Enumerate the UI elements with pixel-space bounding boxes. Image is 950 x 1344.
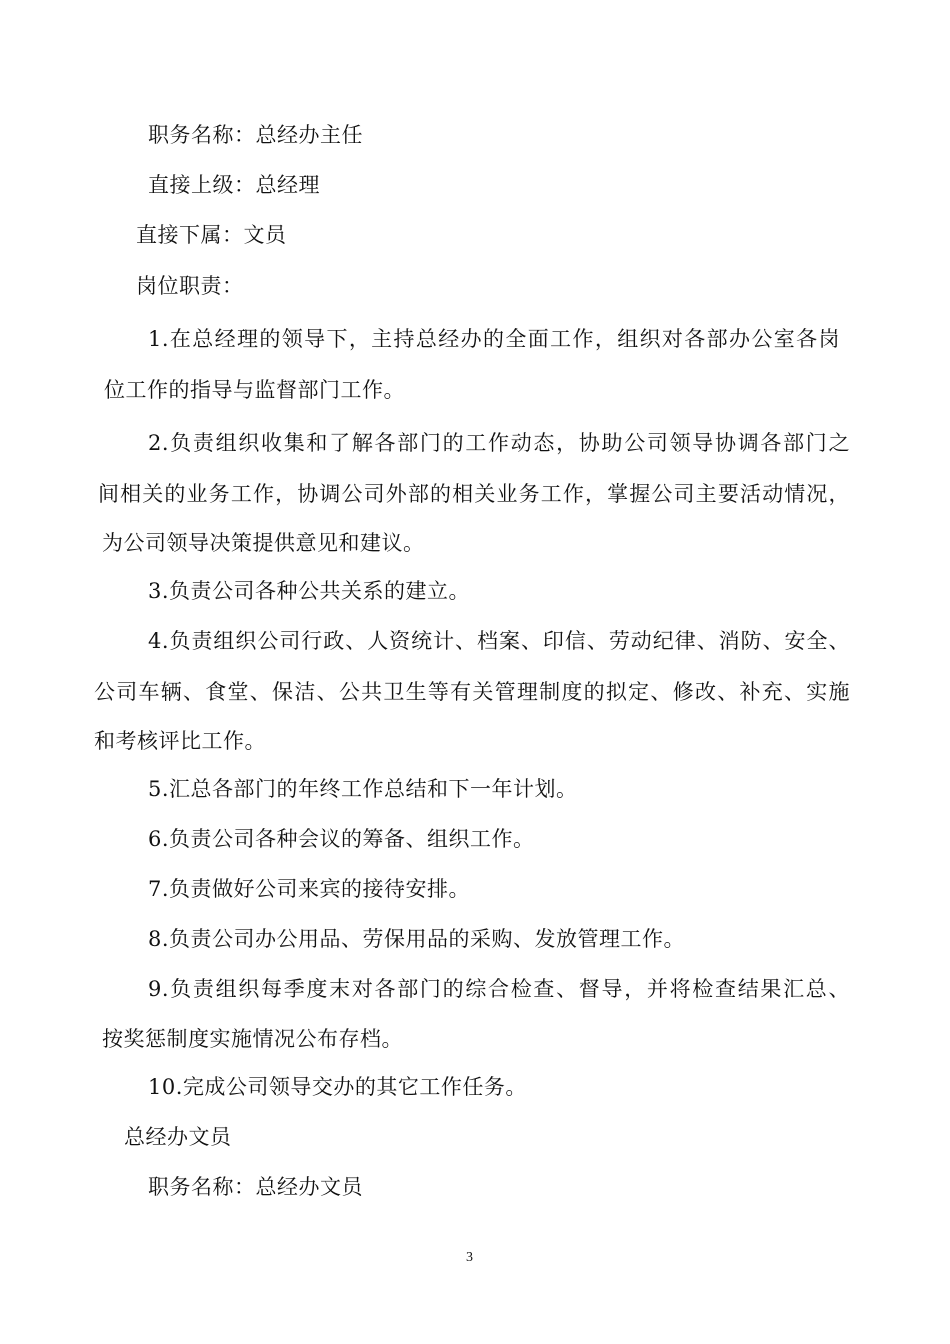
direct-subordinate-line: 直接下属：文员 [136,223,287,247]
duty-8-line-1: 8.负责公司办公用品、劳保用品的采购、发放管理工作。 [148,927,686,951]
duty-7-line-1: 7.负责做好公司来宾的接待安排。 [148,877,471,901]
duty-1-line-1: 1.在总经理的领导下，主持总经办的全面工作，组织对各部办公室各岗 [148,327,840,351]
duty-2-line-2: 间相关的业务工作，协调公司外部的相关业务工作，掌握公司主要活动情况， [98,482,850,506]
direct-superior-line: 直接上级：总经理 [148,173,320,197]
duty-5-line-1: 5.汇总各部门的年终工作总结和下一年计划。 [148,777,578,801]
duty-4-line-2: 公司车辆、食堂、保洁、公共卫生等有关管理制度的拟定、修改、补充、实施 [94,680,850,704]
duties-heading: 岗位职责： [136,274,244,298]
duty-6-line-1: 6.负责公司各种会议的筹备、组织工作。 [148,827,535,851]
duty-2-line-3: 为公司领导决策提供意见和建议。 [102,531,425,555]
duty-2-line-1: 2.负责组织收集和了解各部门的工作动态，协助公司领导协调各部门之 [148,431,850,455]
duty-9-line-1: 9.负责组织每季度末对各部门的综合检查、督导，并将检查结果汇总、 [148,977,850,1001]
duty-4-line-1: 4.负责组织公司行政、人资统计、档案、印信、劳动纪律、消防、安全、 [148,629,850,653]
page-number: 3 [466,1250,473,1265]
section-title: 总经办文员 [124,1125,232,1149]
section-job-title-line: 职务名称：总经办文员 [148,1175,363,1199]
duty-3-line-1: 3.负责公司各种公共关系的建立。 [148,579,471,603]
duty-1-line-2: 位工作的指导与监督部门工作。 [104,378,405,402]
duty-9-line-2: 按奖惩制度实施情况公布存档。 [102,1027,403,1051]
duty-4-line-3: 和考核评比工作。 [94,729,266,753]
job-title-line: 职务名称：总经办主任 [148,123,363,147]
duty-10-line-1: 10.完成公司领导交办的其它工作任务。 [148,1075,527,1099]
